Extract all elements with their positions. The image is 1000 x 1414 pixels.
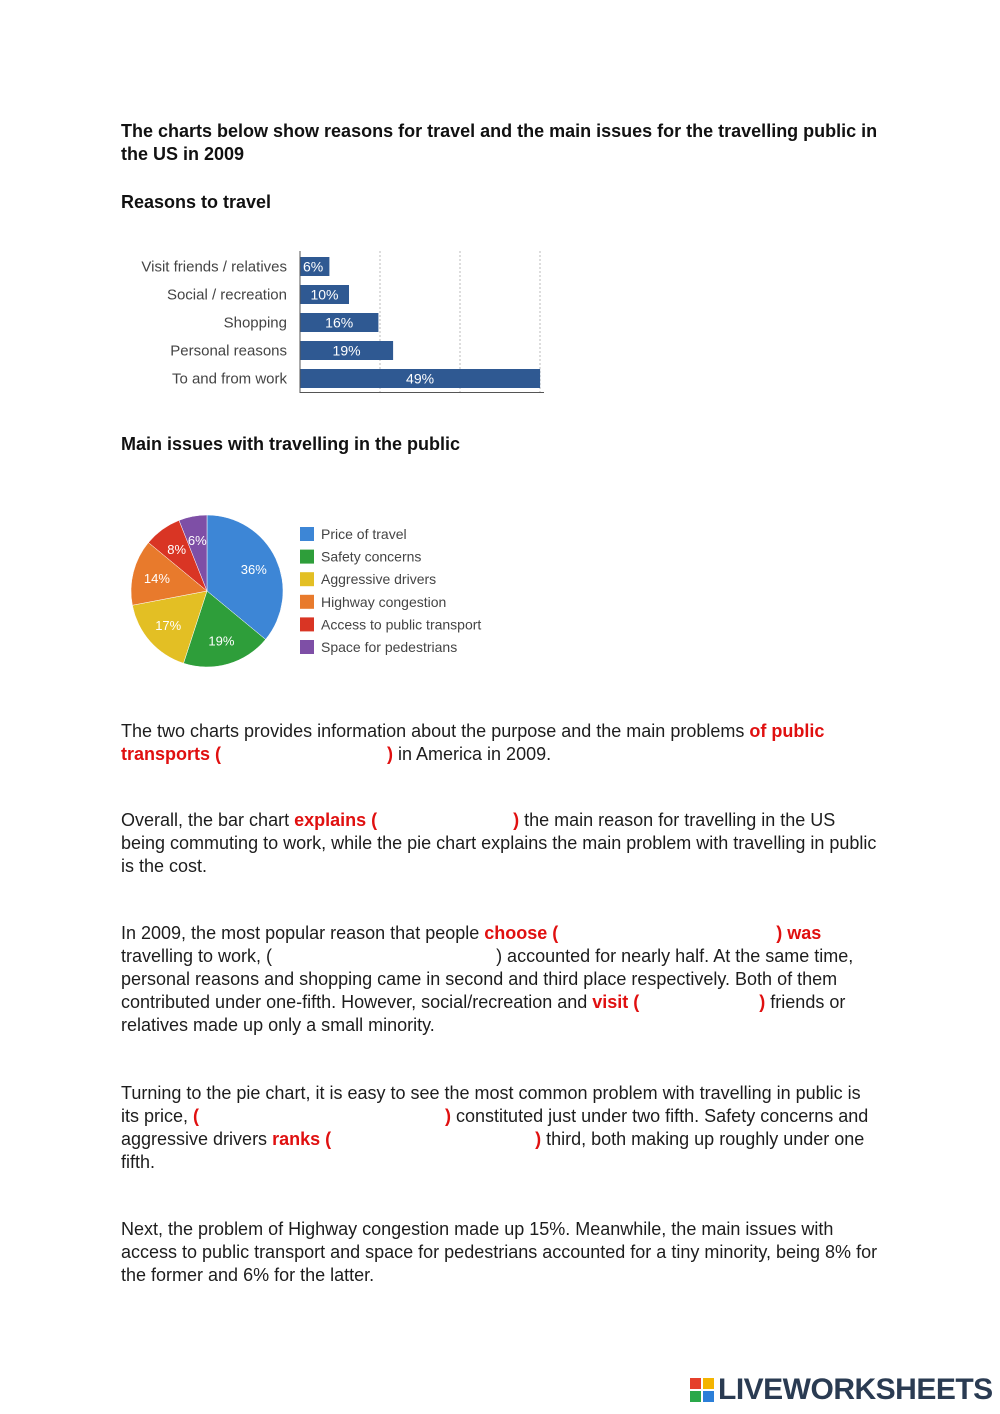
worksheet-title: The charts below show reasons for travel and the main issues for the travelling public in the US in 2009 xyxy=(121,121,878,164)
legend-label: Aggressive drivers xyxy=(321,571,437,588)
liveworksheets-logo: LIVEWORKSHEETS xyxy=(690,1374,993,1406)
legend-swatch xyxy=(300,572,314,586)
bar-chart xyxy=(121,245,561,400)
bar-category-label: Visit friends / relatives xyxy=(141,258,287,276)
bar-value-label: 16% xyxy=(325,314,354,331)
bar-category-label: Shopping xyxy=(223,314,287,332)
answer-blank-1[interactable] xyxy=(221,746,387,766)
bar-category-label: Personal reasons xyxy=(170,342,287,360)
paragraph-conclusion: Next, the problem of Highway congestion made up 15%. Meanwhile, the main issues with access to public transport and space for pedestrians accounted for a tiny minority, being 8% for the former and 6% for the latter. xyxy=(121,1219,878,1285)
answer-blank-3[interactable] xyxy=(558,925,776,945)
legend-swatch xyxy=(300,617,314,631)
paragraph-intro: The two charts provides information about the purpose and the main problems of public transports ( ) in America in 2009. xyxy=(121,721,825,764)
legend-label: Price of travel xyxy=(321,526,407,542)
answer-blank-4[interactable] xyxy=(272,948,496,968)
pie-chart-heading: Main issues with travelling in the public xyxy=(121,434,461,454)
bar-chart-heading: Reasons to travel xyxy=(121,192,272,212)
pie-value-label: 8% xyxy=(167,542,187,558)
pie-value-label: 19% xyxy=(208,633,235,649)
answer-blank-5[interactable] xyxy=(639,994,759,1014)
bar-category-label: Social / recreation xyxy=(166,286,287,304)
pie-value-label: 14% xyxy=(143,571,170,587)
pie-value-label: 6% xyxy=(187,533,207,549)
logo-mark-tile xyxy=(703,1391,714,1402)
pie-value-label: 36% xyxy=(240,561,267,577)
answer-blank-2[interactable] xyxy=(377,812,513,832)
logo-mark-icon xyxy=(690,1378,714,1402)
legend-swatch xyxy=(300,550,314,564)
paragraph-overview: Overall, the bar chart explains ( ) the main reason for travelling in the US being commuting to work, while the pie chart explains the main problem with travelling in public is the cost. xyxy=(121,810,877,876)
logo-mark-tile xyxy=(690,1378,701,1389)
legend-label: Space for pedestrians xyxy=(321,639,458,655)
bar-value-label: 19% xyxy=(332,342,361,359)
answer-blank-6[interactable] xyxy=(199,1108,445,1128)
paragraph-bar-details: In 2009, the most popular reason that people choose ( ) was travelling to work, ( ) accounted for nearly half. At the same time, personal reasons and shopping came in second and third place respectively. Both of them contributed under one-fifth. However, social/recreation and visit ( ) friends or relatives made up only a small minority. xyxy=(121,923,854,1035)
legend-label: Highway congestion xyxy=(321,593,447,610)
bar-value-label: 6% xyxy=(303,258,324,275)
logo-mark-tile xyxy=(703,1378,714,1389)
paragraph-pie-details: Turning to the pie chart, it is easy to see the most common problem with travelling in public is its price, ( ) constituted just under two fifth. Safety concerns and aggressive drivers ranks ( ) third, both making up roughly under one fifth. xyxy=(121,1083,869,1172)
logo-mark-tile xyxy=(690,1391,701,1402)
legend-label: Safety concerns xyxy=(321,548,422,565)
bar-value-label: 10% xyxy=(310,286,339,303)
pie-value-label: 17% xyxy=(155,618,182,634)
pie-chart xyxy=(121,505,521,675)
legend-swatch xyxy=(300,595,314,609)
bar-value-label: 49% xyxy=(406,370,435,387)
legend-swatch xyxy=(300,640,314,654)
bar-category-label: To and from work xyxy=(171,370,287,388)
legend-swatch xyxy=(300,527,314,541)
answer-blank-7[interactable] xyxy=(331,1131,535,1151)
legend-label: Access to public transport xyxy=(321,616,482,633)
